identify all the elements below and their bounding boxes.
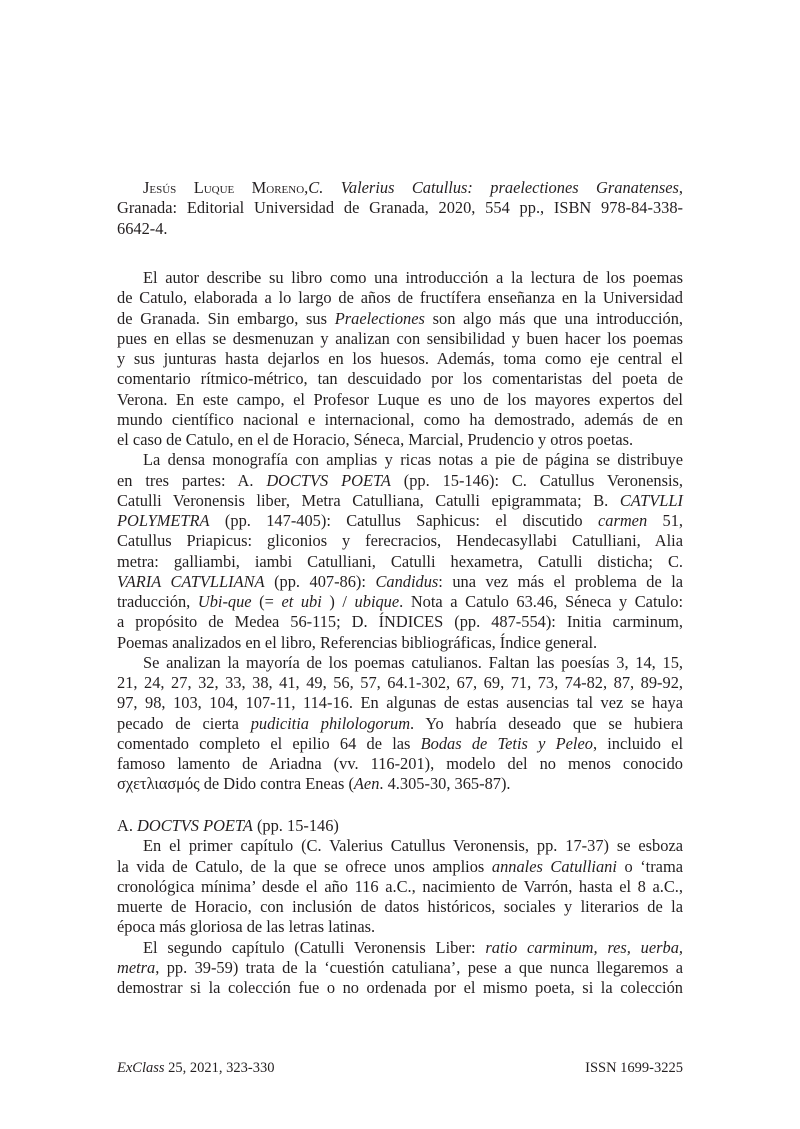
text-line [117,268,683,288]
text: cronológica mínima’ desde el año 116 a.C., nacimiento de Varrón, hasta el 8 a.C., [117,876,683,896]
text: 51, [647,511,683,530]
text: . Nota a Catulo 63.46, Séneca y Catulo: [399,592,683,611]
italic-text: DOCTVS POETA [137,816,253,835]
text: comentario rítmico-métrico, tan descuidado por los comentaristas del poeta de [117,369,683,389]
text-line [117,693,683,713]
text-line [117,329,683,349]
journal-name: ExClass [117,1060,165,1076]
text: El autor describe su libro como una introducción a la lectura de los poemas [143,268,683,287]
text-line [117,430,683,450]
text: Catulli Veronensis liber, Metra Catulliana, Catulli epigrammata; B. [117,490,620,510]
text: la vida de Catulo, de la que se ofrece unos amplios [117,856,492,876]
italic-text: Ubi-que [197,592,252,611]
text-line [117,531,683,551]
text-line [117,938,683,958]
text-line [117,734,683,754]
italic-text: VARIA CATVLLIANA [117,571,265,591]
italic-text: Aen [353,774,380,794]
text: a propósito de Medea 56-115; D. ÍNDICES (pp. 487-554): Initia carminum, [117,612,683,632]
italic-text: metra [117,957,156,977]
italic-text: carmen [597,511,648,530]
text-line [117,369,683,389]
text-line [117,592,683,612]
italic-text: Bodas de Tetis y Peleo [420,733,593,753]
text: 21, 24, 27, 32, 33, 38, 41, 49, 56, 57, 64.1-302, 67, 69, 71, 73, 74-82, 87, 89-92, [117,673,683,692]
text: Se analizan la mayoría de los poemas catulianos. Faltan las poesías 3, 14, 15, [143,652,683,672]
text: (pp. 15-146) [252,816,339,835]
italic-text: C. Valerius Catullus: praelectiones Granatenses [308,178,679,197]
section-a [117,816,683,998]
text-line [117,958,683,978]
text-line [117,917,683,937]
text: pecado de cierta [117,713,251,733]
text: de Granada. Sin embargo, sus [117,308,335,328]
italic-text: POLYMETRA [117,511,210,530]
text-line [117,288,683,308]
author-name: Jesús Luque Moreno [143,178,305,197]
text-line [117,877,683,897]
text: Verona. En este campo, el Profesor Luque es uno de los mayores expertos del [117,389,683,409]
text-line [117,978,683,998]
journal-volume: 25, 2021, 323-330 [164,1060,275,1076]
text-line [117,390,683,410]
text-line [117,552,683,572]
text-line [117,857,683,877]
text: y sus junturas hasta dejarlos en los huesos. Además, toma como eje central el [117,349,683,368]
italic-text: pudicitia philologorum [250,713,411,733]
italic-text: DOCTVS POETA [266,470,391,490]
text-line [117,511,683,531]
text: La densa monografía con amplias y ricas notas a pie de página se distribuye [143,450,683,470]
text: Poemas analizados en el libro, Referencias bibliográficas, Índice general. [117,632,598,652]
text: (pp. 15-146): C. Catullus Veronensis, [390,470,683,490]
text-line [117,673,683,693]
text: . Yo habría deseado que se hubiera [410,713,683,733]
text: (pp. 407-86): [264,571,376,591]
text: época más gloriosa de las letras latinas. [117,917,376,937]
text: 97, 98, 103, 104, 107-11, 114-16. En algunas de estas ausencias tal vez se haya [117,693,683,713]
footer-issn: ISSN 1699-3225 [585,1060,683,1076]
text: 6642-4. [117,218,168,238]
text: el caso de Catulo, en el de Horacio, Séneca, Marcial, Prudencio y otros poetas. [117,430,634,449]
page-footer [117,1060,683,1077]
text-line [117,471,683,491]
text: A. [117,816,138,835]
text: σχετλιασμός de Dido contra Eneas ( [117,774,354,794]
text: demostrar si la colección fue o no ordenada por el mismo poeta, si la colección [117,978,683,997]
footer-citation [117,1060,275,1077]
text-line [117,178,683,198]
text: (= [251,592,282,611]
text-line [117,754,683,774]
text: pues en ellas se desmenuzan y analizan con sensibilidad y buen hacer los poemas [117,328,683,348]
body-text [117,268,683,795]
text-line [117,309,683,329]
text: , [678,178,683,197]
text: comentado completo el epilio 64 de las [117,733,421,753]
text: Granada: Editorial Universidad de Granada, 2020, 554 pp., ISBN 978-84-338- [117,198,683,218]
text-line [117,198,683,218]
text: (pp. 147-405): Catullus Saphicus: el discutido [209,511,598,530]
text: : una vez más el problema de la [438,571,684,591]
text: ) / [321,592,355,611]
italic-text: ratio carminum, res, uerba, [485,937,683,957]
italic-text: et ubi [281,592,322,611]
text-line [117,349,683,369]
italic-text: Candidus [375,571,439,591]
text: Catullus Priapicus: gliconios y ferecracios, Hendecasyllabi Catulliani, Alia [117,531,683,551]
text: muerte de Horacio, con inclusión de datos históricos, sociales y literarios de la [117,897,683,916]
text-line [117,450,683,470]
text-line [117,219,683,239]
text: . 4.305-30, 365-87). [379,774,511,794]
text: famoso lamento de Ariadna (vv. 116-201), modelo del no menos conocido [117,754,683,773]
text: mundo científico nacional e internacional, como ha demostrado, además de en [117,409,683,429]
text-line [117,633,683,653]
review-heading [117,178,683,239]
text: En el primer capítulo (C. Valerius Catullus Veronensis, pp. 17-37) se esboza [143,836,683,856]
text-line [117,572,683,592]
text-line [117,491,683,511]
text-line [117,774,683,794]
text: El segundo capítulo (Catulli Veronensis Liber: [143,937,486,957]
italic-text: Praelectiones [334,308,425,328]
text: metra: galliambi, iambi Catulliani, Catulli hexametra, Catulli disticha; C. [117,551,683,571]
text: son algo más que una introducción, [424,308,684,328]
text: , incluido el [592,733,684,753]
text: , [304,178,309,197]
italic-text: annales Catulliani [491,856,617,876]
text: , pp. 39-59) trata de la ‘cuestión catuliana’, pese a que nunca llegaremos a [155,957,683,977]
italic-text: CATVLLI [619,490,683,510]
text-line [117,836,683,856]
italic-text: ubique [354,592,400,611]
text-line [117,816,683,836]
text-line [117,410,683,430]
text-line [117,653,683,673]
text-line [117,897,683,917]
text: de Catulo, elaborada a lo largo de años de fructífera enseñanza en la Universidad [117,288,683,308]
text: traducción, [117,592,198,611]
text-line [117,714,683,734]
text-line [117,612,683,632]
text: o ‘trama [616,856,683,876]
text: en tres partes: A. [117,470,267,490]
